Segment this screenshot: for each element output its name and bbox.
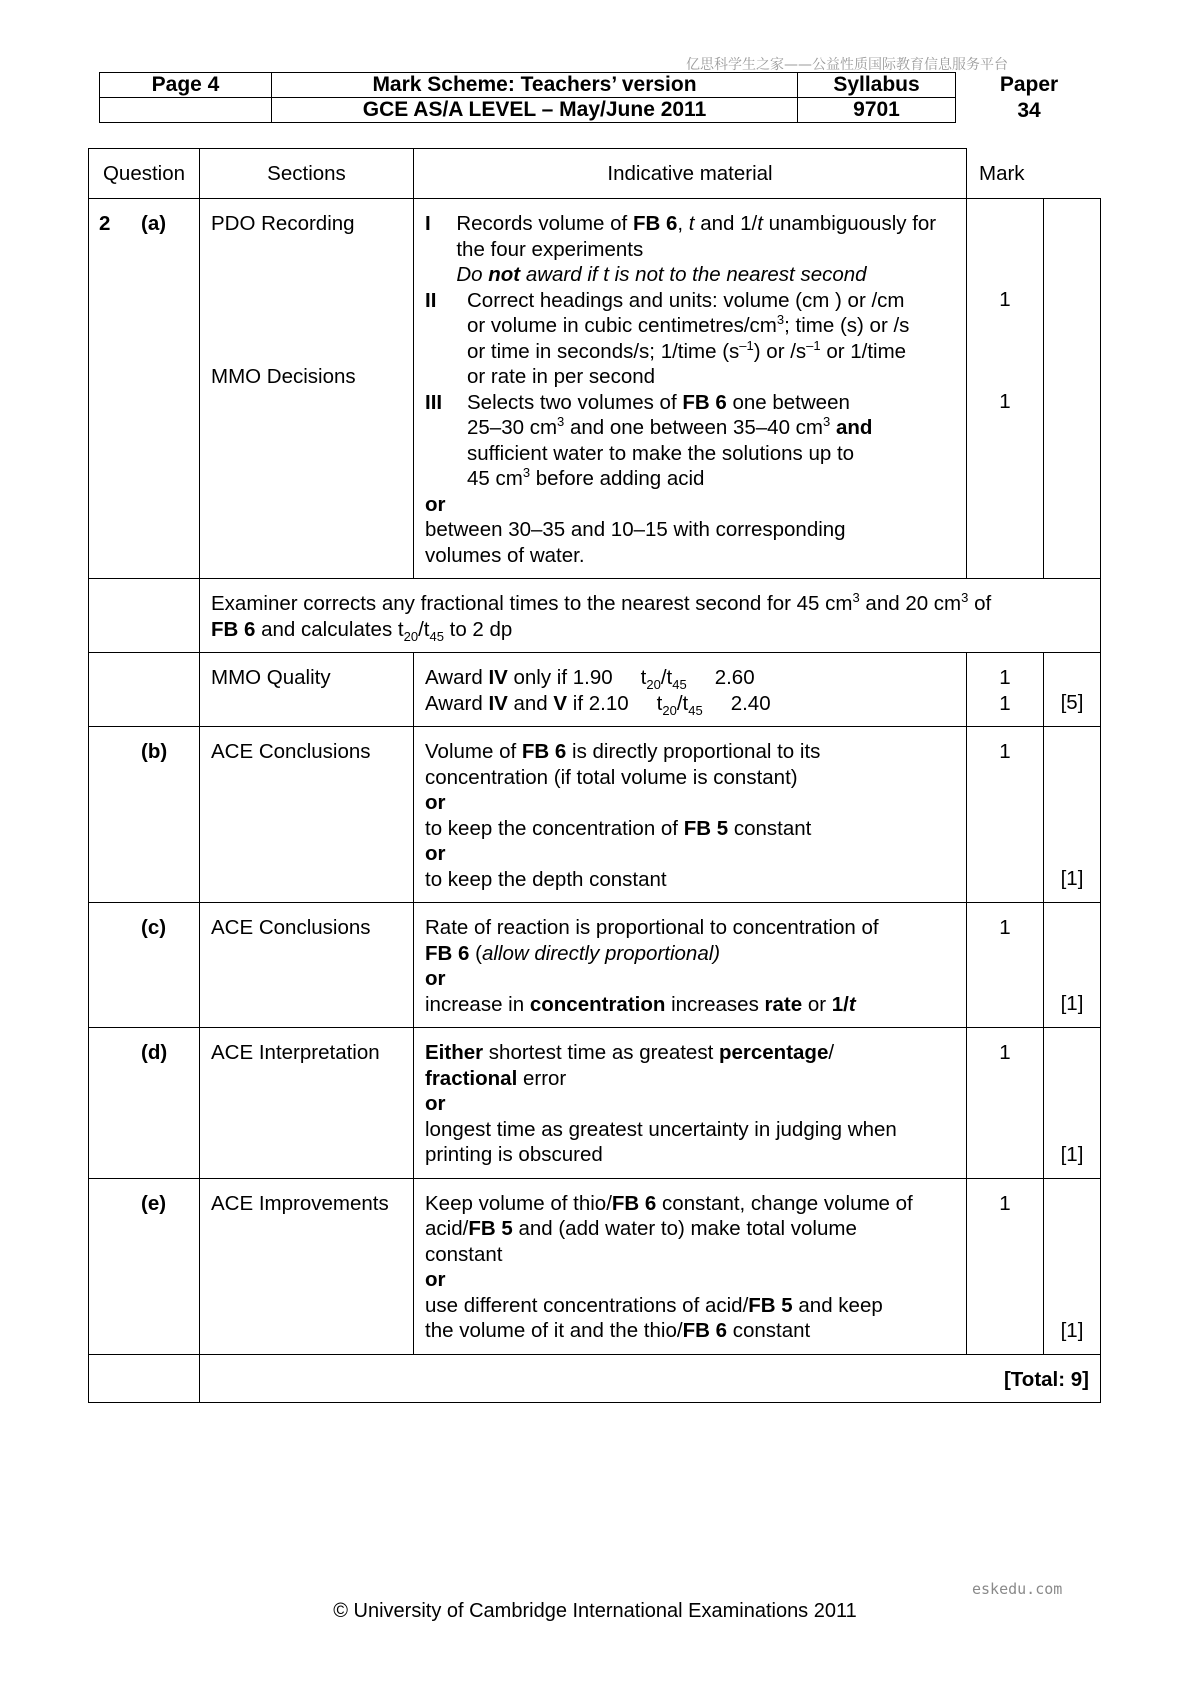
indicative-cell: Volume of FB 6 is directly proportional to its concentration (if total volume is constant) or to keep the concentration of FB 5 constant or to keep the depth constant: [414, 727, 967, 903]
criterion-label: I: [425, 212, 431, 235]
section-label: MMO Quality: [200, 653, 414, 727]
indicative-cell: I Records volume of FB 6, t and 1/t unambiguously for the four experiments Do not award if t is not to the nearest second II Correct headings and units: volume (cm ) or /cm or volume in cubic centimetres/$cm^3$; time (s) or /s or time in seconds/s; 1/time $(s^{-1})$ or $/s^{-1}$ or 1/time or rate in per second III Selects two volumes of FB 6 one between 25–30 $cm^3$ and one between 35–40 $cm^3$ and sufficient water to make the solutions up to 45 $cm^3$ before adding acid or between 30–35 and 10–15 with corresponding volumes of water.: [414, 199, 967, 579]
table-header-row: [89, 149, 1101, 199]
table-row-2e: [89, 1178, 1101, 1354]
watermark-text: 亿思科学生之家——公益性质国际教育信息服务平台: [686, 57, 1008, 73]
paper-box: [958, 72, 1100, 124]
or-text: or: [425, 492, 446, 516]
question-number: 2: [99, 212, 111, 235]
table-row-mmo-quality: [89, 653, 1101, 727]
table-row-2d: [89, 1028, 1101, 1179]
page-empty-cell: [100, 98, 272, 123]
total-cell: [1]: [1044, 903, 1101, 1028]
mark-cell: 1 1: [967, 653, 1044, 727]
col-question: Question: [89, 149, 200, 199]
question-cell: (d): [89, 1028, 200, 1179]
section-label: PDO Recording: [211, 212, 355, 235]
total-cell: [1044, 199, 1101, 579]
table-row-2a: [89, 199, 1101, 579]
mark-cell: 1: [967, 1178, 1044, 1354]
grand-total: [Total: 9]: [200, 1354, 1101, 1403]
total-cell: [1]: [1044, 727, 1101, 903]
mark-scheme-table: [88, 148, 1101, 1403]
question-part: (a): [141, 212, 167, 235]
total-cell: [1]: [1044, 1028, 1101, 1179]
question-cell: (b): [89, 727, 200, 903]
examiner-note: Examiner corrects any fractional times to the nearest second for 45 $cm^3$ and 20 $cm^3$ of FB 6 and calculates $t_{20}/t_{45}$ to 2 dp: [200, 579, 1101, 653]
col-sections: Sections: [200, 149, 414, 199]
document-title: Mark Scheme: Teachers’ version: [272, 73, 798, 98]
indicative-cell: Keep volume of thio/FB 6 constant, change volume of acid/FB 5 and (add water to) make total volume constant or use different concentrations of acid/FB 5 and keep the volume of it and the thio/FB 6 constant: [414, 1178, 967, 1354]
indicative-cell: Rate of reaction is proportional to concentration of FB 6 (allow directly proportional) or increase in concentration increases rate or 1/t: [414, 903, 967, 1028]
total-cell: [5]: [1044, 653, 1101, 727]
indicative-cell: Award IV only if 1.90 $t_{20}/t_{45}$ 2.60 Award IV and V if 2.10 $t_{20}/t_{45}$ 2.40: [414, 653, 967, 727]
mark-cell: 1: [967, 727, 1044, 903]
copyright-footer: © University of Cambridge International Examinations 2011: [333, 1600, 857, 1622]
page-label: Page 4: [100, 73, 272, 98]
paper-number: 34: [1017, 99, 1041, 122]
section-label: ACE Conclusions: [200, 727, 414, 903]
mark-cell: 1: [967, 903, 1044, 1028]
sections-cell: [200, 199, 414, 579]
syllabus-code: 9701: [798, 98, 956, 123]
question-cell: (c): [89, 903, 200, 1028]
mark-value: 1: [999, 288, 1011, 311]
section-label: ACE Improvements: [200, 1178, 414, 1354]
mark-cell: 1: [967, 1028, 1044, 1179]
criterion-label: II: [425, 288, 437, 312]
section-label: MMO Decisions: [211, 364, 356, 388]
paper-label: Paper: [999, 73, 1059, 96]
exam-session: GCE AS/A LEVEL – May/June 2011: [272, 98, 798, 123]
header-table: [99, 72, 956, 123]
table-row-examiner-note: [89, 579, 1101, 653]
table-row-2c: [89, 903, 1101, 1028]
site-watermark: eskedu.com: [972, 1580, 1063, 1598]
table-row-2b: [89, 727, 1101, 903]
section-label: ACE Conclusions: [200, 903, 414, 1028]
mark-cell: [967, 199, 1044, 579]
question-cell: (e): [89, 1178, 200, 1354]
table-row-total: [89, 1354, 1101, 1403]
col-indicative: Indicative material: [414, 149, 967, 199]
indicative-cell: Either shortest time as greatest percentage/ fractional error or longest time as greatest uncertainty in judging when printing is obscured: [414, 1028, 967, 1179]
total-cell: [1]: [1044, 1178, 1101, 1354]
syllabus-label: Syllabus: [798, 73, 956, 98]
section-label: ACE Interpretation: [200, 1028, 414, 1179]
criterion-label: III: [425, 390, 443, 414]
mark-value: 1: [999, 389, 1011, 413]
question-cell: [89, 199, 200, 579]
col-mark: Mark: [967, 149, 1101, 199]
